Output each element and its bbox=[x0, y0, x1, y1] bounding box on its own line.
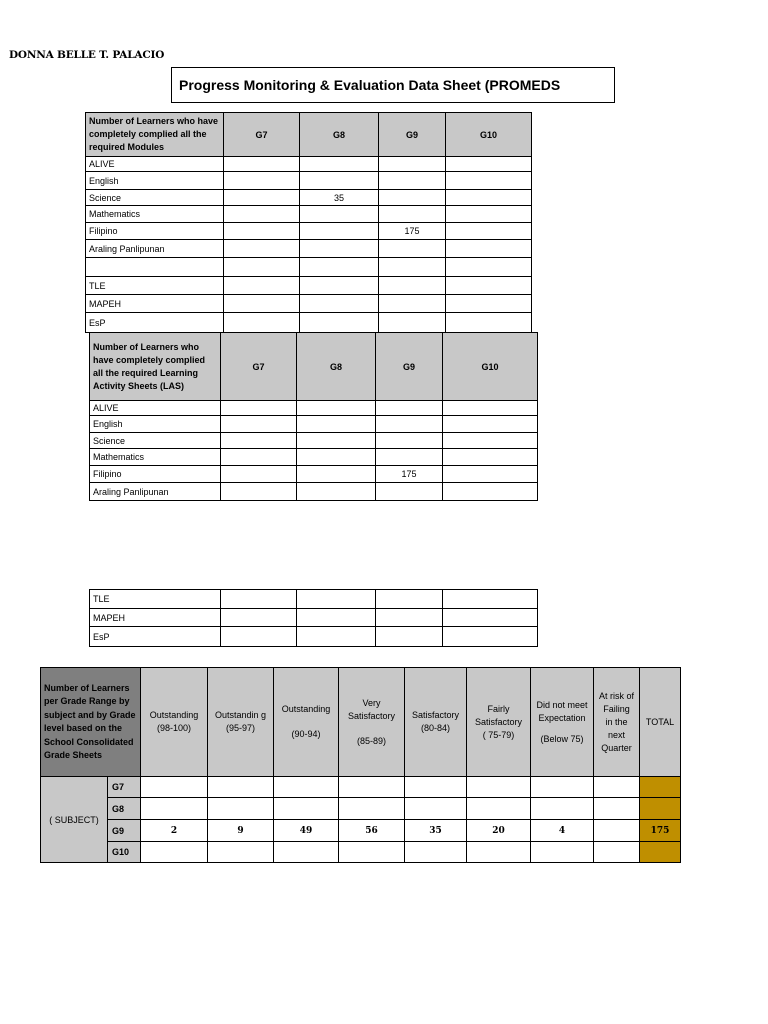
table-row bbox=[90, 627, 538, 647]
grade-header-g9: G9 bbox=[379, 113, 446, 157]
value-cell bbox=[224, 172, 300, 190]
value-cell bbox=[446, 172, 532, 190]
value-cell bbox=[379, 295, 446, 313]
las-header-label: Number of Learners who have completely complied all the required Learning Activity Sheets (LAS) bbox=[90, 333, 221, 401]
grade-label: G8 bbox=[108, 798, 141, 820]
value-cell bbox=[379, 277, 446, 295]
value-cell bbox=[379, 206, 446, 223]
grade-label: G10 bbox=[108, 842, 141, 863]
value-cell: 49 bbox=[274, 820, 339, 842]
column-header bbox=[531, 668, 594, 777]
column-header bbox=[274, 668, 339, 777]
value-cell bbox=[443, 466, 538, 483]
grade-label: G9 bbox=[108, 820, 141, 842]
table-row bbox=[86, 295, 532, 313]
value-cell bbox=[376, 483, 443, 501]
table-row bbox=[86, 206, 532, 223]
grade-label: G7 bbox=[108, 777, 141, 798]
las-continued-table bbox=[89, 589, 538, 647]
table-row bbox=[86, 223, 532, 240]
table-row bbox=[90, 466, 538, 483]
value-cell bbox=[443, 627, 538, 647]
column-header-name: TOTAL bbox=[645, 716, 675, 727]
grade-header-g10: G10 bbox=[446, 113, 532, 157]
column-header-range: (85-89) bbox=[357, 735, 387, 746]
value-cell bbox=[221, 590, 297, 609]
value-cell bbox=[446, 190, 532, 206]
column-header bbox=[467, 668, 531, 777]
subject-label: EsP bbox=[86, 313, 224, 333]
value-cell bbox=[221, 627, 297, 647]
total-cell: 175 bbox=[640, 820, 681, 842]
value-cell bbox=[443, 416, 538, 433]
grade-header-g8: G8 bbox=[297, 333, 376, 401]
subject-label: English bbox=[86, 172, 224, 190]
value-cell: 4 bbox=[531, 820, 594, 842]
value-cell bbox=[467, 777, 531, 798]
value-cell bbox=[405, 842, 467, 863]
column-header-name: Outstandin g bbox=[214, 710, 267, 720]
value-cell bbox=[446, 277, 532, 295]
column-header bbox=[594, 668, 640, 777]
column-header-name: Did not meet Expectation bbox=[536, 699, 588, 723]
column-header bbox=[141, 668, 208, 777]
las-table bbox=[89, 332, 538, 501]
value-cell: 2 bbox=[141, 820, 208, 842]
value-cell bbox=[379, 240, 446, 258]
value-cell bbox=[594, 842, 640, 863]
grade-header-g9: G9 bbox=[376, 333, 443, 401]
value-cell: 175 bbox=[379, 223, 446, 240]
value-cell bbox=[443, 449, 538, 466]
table-row bbox=[86, 313, 532, 333]
value-cell: 20 bbox=[467, 820, 531, 842]
value-cell: 35 bbox=[405, 820, 467, 842]
value-cell bbox=[221, 401, 297, 416]
value-cell bbox=[224, 206, 300, 223]
subject-label: Mathematics bbox=[90, 449, 221, 466]
value-cell bbox=[467, 842, 531, 863]
value-cell bbox=[446, 258, 532, 277]
grade-header-g7: G7 bbox=[221, 333, 297, 401]
table-row bbox=[86, 258, 532, 277]
value-cell bbox=[274, 798, 339, 820]
subject-label: Science bbox=[90, 433, 221, 449]
subject-label: TLE bbox=[86, 277, 224, 295]
value-cell bbox=[141, 842, 208, 863]
value-cell bbox=[300, 313, 379, 333]
value-cell bbox=[300, 258, 379, 277]
value-cell bbox=[376, 627, 443, 647]
column-header-range: (Below 75) bbox=[540, 733, 584, 744]
value-cell bbox=[376, 401, 443, 416]
modules-header-label: Number of Learners who have completely complied all the required Modules bbox=[86, 113, 224, 157]
table-row bbox=[86, 172, 532, 190]
table-row bbox=[41, 842, 681, 863]
grade-header-g7: G7 bbox=[224, 113, 300, 157]
value-cell bbox=[467, 798, 531, 820]
table-row bbox=[90, 609, 538, 627]
value-cell bbox=[405, 777, 467, 798]
subject-label: Filipino bbox=[86, 223, 224, 240]
column-header-range: (90-94) bbox=[291, 729, 321, 739]
value-cell: 9 bbox=[208, 820, 274, 842]
value-cell bbox=[376, 416, 443, 433]
value-cell bbox=[297, 466, 376, 483]
table-row bbox=[90, 401, 538, 416]
value-cell bbox=[300, 240, 379, 258]
value-cell bbox=[446, 157, 532, 172]
table-row bbox=[90, 590, 538, 609]
value-cell bbox=[297, 609, 376, 627]
value-cell bbox=[297, 590, 376, 609]
value-cell bbox=[300, 172, 379, 190]
subject-label: Araling Panlipunan bbox=[90, 483, 221, 501]
value-cell bbox=[221, 416, 297, 433]
column-header-range: (98-100) bbox=[157, 723, 192, 733]
subject-label: MAPEH bbox=[86, 295, 224, 313]
value-cell bbox=[446, 206, 532, 223]
value-cell bbox=[443, 433, 538, 449]
value-cell bbox=[339, 842, 405, 863]
value-cell bbox=[300, 295, 379, 313]
column-header-total bbox=[640, 668, 681, 777]
table-row bbox=[41, 777, 681, 798]
value-cell bbox=[300, 277, 379, 295]
table-row bbox=[86, 240, 532, 258]
value-cell bbox=[221, 449, 297, 466]
subject-label: Filipino bbox=[90, 466, 221, 483]
value-cell bbox=[274, 777, 339, 798]
value-cell bbox=[221, 609, 297, 627]
table-row bbox=[90, 449, 538, 466]
value-cell bbox=[446, 295, 532, 313]
subject-label: Science bbox=[86, 190, 224, 206]
column-header-name: At risk of Failing in the next Quarter bbox=[599, 690, 635, 753]
value-cell bbox=[379, 313, 446, 333]
page-title: Progress Monitoring & Evaluation Data Sheet (PROMEDS bbox=[171, 67, 615, 103]
value-cell bbox=[446, 223, 532, 240]
column-header bbox=[208, 668, 274, 777]
value-cell bbox=[339, 798, 405, 820]
value-cell bbox=[224, 223, 300, 240]
author-name: DONNA BELLE T. PALACIO bbox=[9, 49, 165, 61]
value-cell bbox=[594, 777, 640, 798]
value-cell bbox=[300, 157, 379, 172]
value-cell bbox=[224, 295, 300, 313]
value-cell bbox=[594, 820, 640, 842]
subject-label bbox=[86, 258, 224, 277]
value-cell bbox=[379, 190, 446, 206]
value-cell bbox=[405, 798, 467, 820]
value-cell bbox=[141, 777, 208, 798]
value-cell bbox=[446, 240, 532, 258]
value-cell bbox=[443, 590, 538, 609]
table-row bbox=[86, 157, 532, 172]
value-cell bbox=[531, 842, 594, 863]
value-cell bbox=[224, 157, 300, 172]
value-cell bbox=[208, 777, 274, 798]
value-cell bbox=[443, 483, 538, 501]
value-cell bbox=[376, 449, 443, 466]
value-cell bbox=[379, 172, 446, 190]
value-cell bbox=[297, 416, 376, 433]
value-cell bbox=[376, 609, 443, 627]
value-cell bbox=[224, 258, 300, 277]
value-cell bbox=[300, 223, 379, 240]
subject-label: MAPEH bbox=[90, 609, 221, 627]
column-header bbox=[405, 668, 467, 777]
value-cell: 56 bbox=[339, 820, 405, 842]
table-row bbox=[86, 190, 532, 206]
value-cell bbox=[379, 157, 446, 172]
value-cell bbox=[208, 842, 274, 863]
value-cell bbox=[221, 466, 297, 483]
subject-label: Mathematics bbox=[86, 206, 224, 223]
table-row bbox=[41, 820, 681, 842]
column-header-range: (95-97) bbox=[226, 723, 256, 733]
value-cell bbox=[443, 609, 538, 627]
table-row bbox=[86, 277, 532, 295]
modules-table bbox=[85, 112, 532, 333]
value-cell bbox=[376, 590, 443, 609]
column-header bbox=[339, 668, 405, 777]
subject-label: ALIVE bbox=[90, 401, 221, 416]
grade-header-g8: G8 bbox=[300, 113, 379, 157]
total-cell bbox=[640, 798, 681, 820]
subject-label: English bbox=[90, 416, 221, 433]
subject-placeholder-label: ( SUBJECT) bbox=[41, 777, 108, 863]
value-cell bbox=[300, 206, 379, 223]
subject-label: ALIVE bbox=[86, 157, 224, 172]
table-row bbox=[90, 416, 538, 433]
value-cell bbox=[224, 240, 300, 258]
value-cell bbox=[376, 433, 443, 449]
value-cell bbox=[339, 777, 405, 798]
value-cell bbox=[297, 449, 376, 466]
value-cell bbox=[446, 313, 532, 333]
column-header-range: ( 75-79) bbox=[482, 729, 515, 740]
value-cell bbox=[443, 401, 538, 416]
value-cell bbox=[379, 258, 446, 277]
value-cell bbox=[141, 798, 208, 820]
value-cell: 175 bbox=[376, 466, 443, 483]
value-cell bbox=[594, 798, 640, 820]
subject-label: EsP bbox=[90, 627, 221, 647]
value-cell bbox=[297, 627, 376, 647]
table-row bbox=[41, 798, 681, 820]
value-cell bbox=[224, 313, 300, 333]
grade-range-table bbox=[40, 667, 681, 863]
column-header-name: Satisfactory bbox=[412, 710, 460, 720]
value-cell bbox=[297, 433, 376, 449]
grade-header-g10: G10 bbox=[443, 333, 538, 401]
value-cell bbox=[208, 798, 274, 820]
column-header-name: Outstanding bbox=[149, 710, 199, 720]
subject-label: Araling Panlipunan bbox=[86, 240, 224, 258]
table-row bbox=[90, 433, 538, 449]
value-cell bbox=[224, 190, 300, 206]
value-cell bbox=[531, 777, 594, 798]
column-header-name: Very Satisfactory bbox=[348, 697, 396, 721]
value-cell bbox=[221, 483, 297, 501]
value-cell bbox=[297, 483, 376, 501]
column-header-name: Outstanding bbox=[281, 704, 331, 714]
total-cell bbox=[640, 842, 681, 863]
value-cell bbox=[297, 401, 376, 416]
table-row bbox=[90, 483, 538, 501]
column-header-name: Fairly Satisfactory bbox=[475, 703, 523, 727]
value-cell bbox=[224, 277, 300, 295]
value-cell bbox=[531, 798, 594, 820]
total-cell bbox=[640, 777, 681, 798]
value-cell bbox=[221, 433, 297, 449]
grade-range-header-label: Number of Learners per Grade Range by subject and by Grade level based on the School Consolidated Grade Sheets bbox=[41, 668, 141, 777]
value-cell: 35 bbox=[300, 190, 379, 206]
column-header-range: (80-84) bbox=[421, 723, 451, 733]
value-cell bbox=[274, 842, 339, 863]
subject-label: TLE bbox=[90, 590, 221, 609]
